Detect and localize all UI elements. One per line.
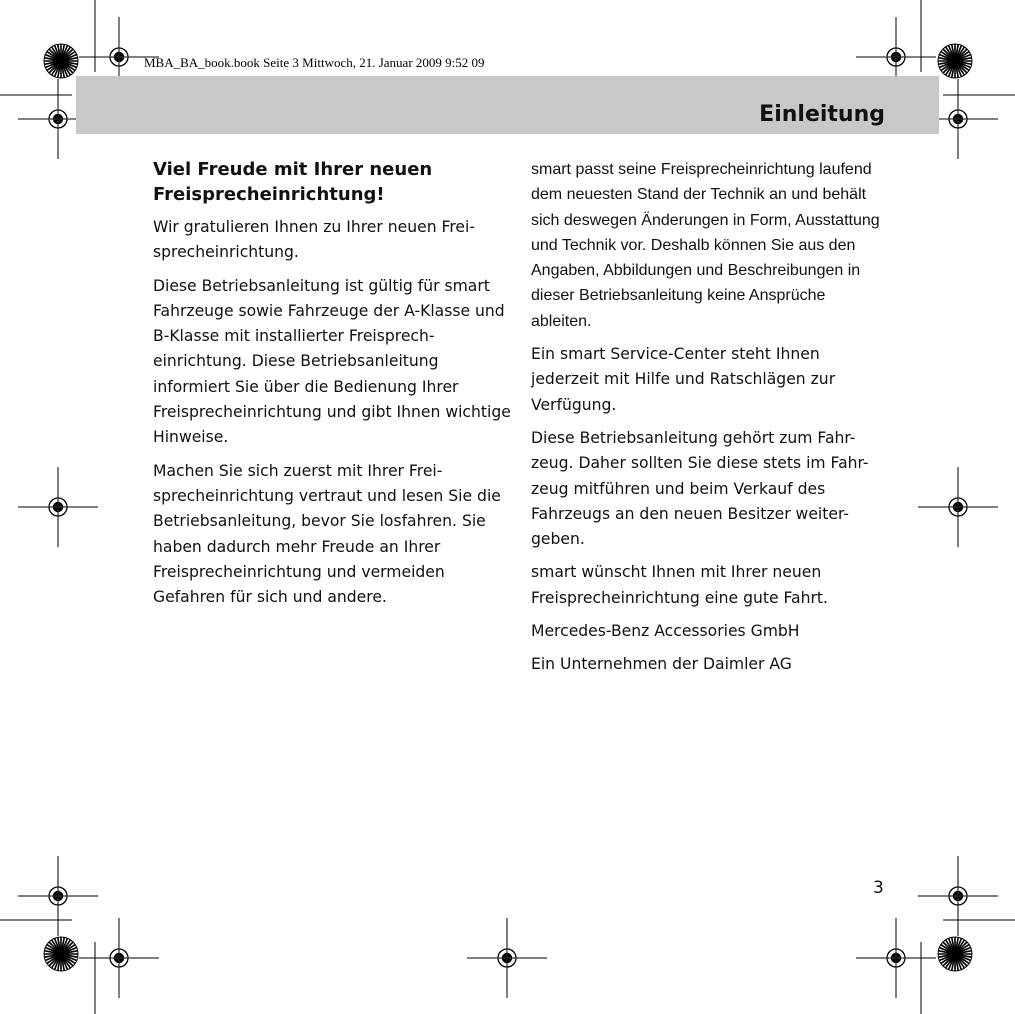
- print-slug: MBA_BA_book.book Seite 3 Mittwoch, 21. Januar 2009 9:52 09: [144, 55, 485, 70]
- corner-star-bottom-right: [938, 937, 972, 971]
- paragraph: Machen Sie sich zuerst mit Ihrer Frei-sprecheinrichtung vertraut und lesen Sie die Betriebsanleitung, bevor Sie losfahren. Sie haben dadurch mehr Freude an Ihrer Freisprecheinrichtung und vermeiden Gefahren für sich und andere.: [153, 461, 501, 607]
- corner-star-bottom-left: [44, 937, 78, 971]
- heading-line: Viel Freude mit Ihrer neuen: [153, 159, 433, 180]
- corner-star-top-left: [44, 44, 78, 78]
- registration-mark: [918, 856, 998, 936]
- chapter-title: Einleitung: [759, 102, 885, 127]
- registration-mark: [467, 918, 547, 998]
- registration-mark: [856, 918, 936, 998]
- paragraph: Wir gratulieren Ihnen zu Ihrer neuen Frei-sprecheinrichtung.: [153, 218, 475, 262]
- left-column: [153, 157, 513, 618]
- registration-mark: [18, 856, 98, 936]
- registration-mark: [918, 467, 998, 547]
- registration-mark: [79, 918, 159, 998]
- paragraph: Diese Betriebsanleitung ist gültig für smart Fahrzeuge sowie Fahrzeuge der A-Klasse und B-Klasse mit installierter Freisprech-einrichtung. Diese Betriebsanleitung informiert Sie über die Bedienung Ihrer Freisprecheinrichtung und gibt Ihnen wichtige Hinweise.: [153, 276, 511, 447]
- paragraph: Diese Betriebsanleitung gehört zum Fahr-zeug. Daher sollten Sie diese stets im Fahr-zeug mitführen und beim Verkauf des Fahrzeugs an den neuen Besitzer weiter-geben.: [531, 428, 869, 549]
- company-parent: Ein Unternehmen der Daimler AG: [531, 655, 792, 674]
- company-name: Mercedes-Benz Accessories GmbH: [531, 622, 800, 641]
- chapter-header: [76, 76, 939, 134]
- paragraph: smart wünscht Ihnen mit Ihrer neuen Freisprecheinrichtung eine gute Fahrt.: [531, 563, 828, 607]
- registration-mark: [18, 467, 98, 547]
- right-column: [531, 157, 881, 686]
- paragraph: smart passt seine Freisprecheinrichtung laufend dem neuesten Stand der Technik an und behält sich deswegen Änderungen in Form, Ausstattung und Technik vor. Deshalb können Sie aus den Angaben, Abbildungen und Beschreibungen in dieser Betriebsanleitung keine Ansprüche ableiten.: [531, 161, 880, 330]
- corner-star-top-right: [938, 44, 972, 78]
- section-heading: [153, 157, 513, 207]
- paragraph: Ein smart Service-Center steht Ihnen jederzeit mit Hilfe und Ratschlägen zur Verfügung.: [531, 345, 836, 414]
- page-number: 3: [873, 878, 884, 898]
- heading-line: Freisprecheinrichtung!: [153, 184, 385, 205]
